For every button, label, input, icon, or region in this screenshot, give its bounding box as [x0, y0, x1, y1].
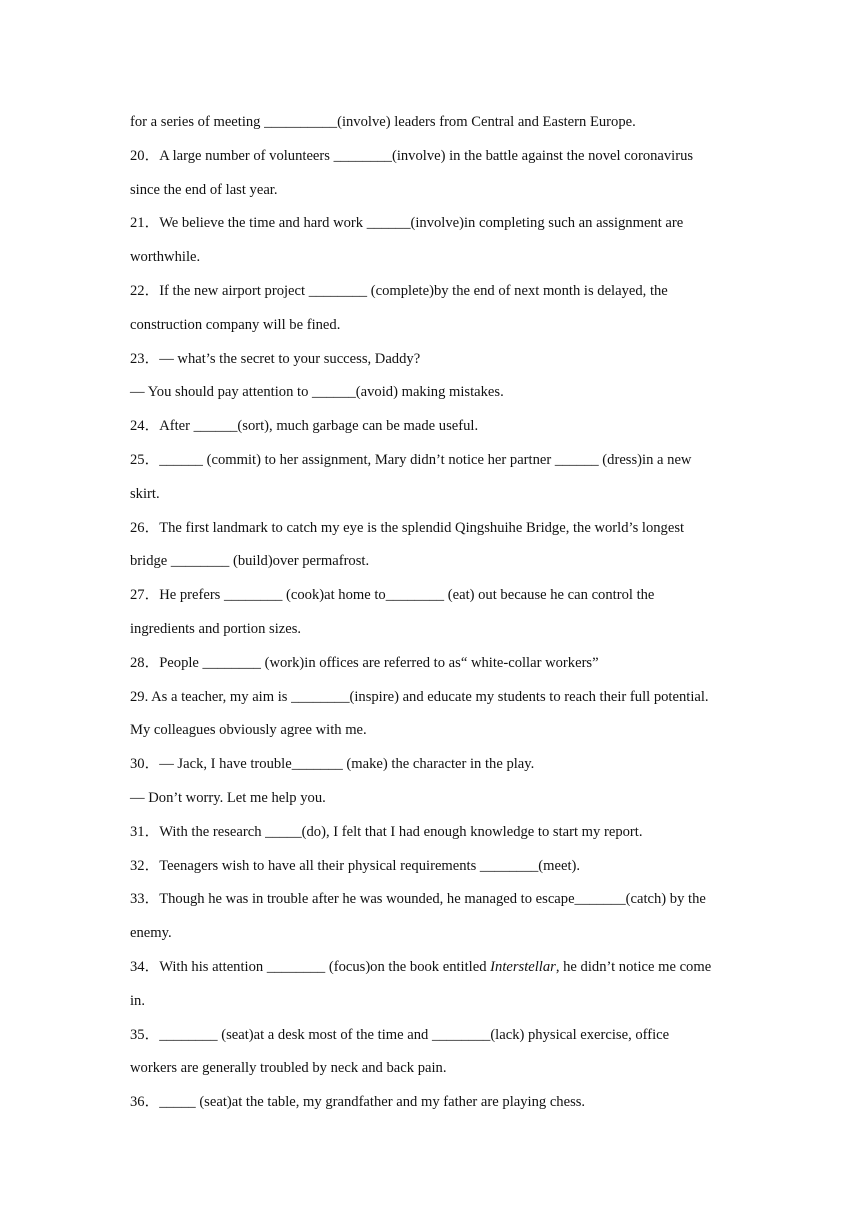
text-segment: , he didn’t notice me come — [555, 958, 712, 975]
question-27-line: 27．He prefers ________ (cook)at home to________ (eat) out because he can control the — [130, 587, 655, 604]
book-title: Interstellar — [490, 958, 556, 975]
question-36-line: 36．_____ (seat)at the table, my grandfather and my father are playing chess. — [130, 1094, 586, 1111]
question-25-line: 25．______ (commit) to her assignment, Mary didn’t notice her partner ______ (dress)in a new — [130, 451, 692, 468]
text-segment: 34．With his attention ________ (focus)on the book entitled — [130, 958, 491, 975]
text-line: skirt. — [130, 485, 160, 502]
exercise-text — [130, 106, 740, 1120]
question-31-line: 31．With the research _____(do), I felt that I had enough knowledge to start my report. — [130, 823, 643, 840]
question-23-line: 23．— what’s the secret to your success, Daddy? — [130, 350, 421, 367]
question-35-line: 35．________ (seat)at a desk most of the time and ________(lack) physical exercise, office — [130, 1026, 670, 1043]
question-30-line: 30．— Jack, I have trouble_______ (make) the character in the play. — [130, 756, 535, 773]
question-21-line: 21．We believe the time and hard work ______(involve)in completing such an assignment are — [130, 215, 684, 232]
question-28-line: 28．People ________ (work)in offices are referred to as“ white-collar workers” — [130, 654, 599, 671]
question-22-line: 22．If the new airport project ________ (complete)by the end of next month is delayed, the — [130, 282, 668, 299]
text-line: worthwhile. — [130, 249, 201, 266]
text-line: ingredients and portion sizes. — [130, 620, 302, 637]
text-line: construction company will be fined. — [130, 316, 341, 333]
text-line: workers are generally troubled by neck and back pain. — [130, 1060, 447, 1077]
text-line: bridge ________ (build)over permafrost. — [130, 553, 370, 570]
question-20-line: 20．A large number of volunteers ________(involve) in the battle against the novel coronavirus — [130, 147, 694, 164]
question-34-line — [130, 951, 740, 985]
text-line: — You should pay attention to ______(avoid) making mistakes. — [130, 384, 504, 401]
question-32-line: 32．Teenagers wish to have all their physical requirements ________(meet). — [130, 857, 581, 874]
text-line: in. — [130, 992, 145, 1009]
text-line: My colleagues obviously agree with me. — [130, 722, 367, 739]
text-line: since the end of last year. — [130, 181, 278, 198]
text-line: enemy. — [130, 925, 172, 942]
text-line: for a series of meeting __________(involve) leaders from Central and Eastern Europe. — [130, 114, 636, 130]
question-29-line: 29. As a teacher, my aim is ________(inspire) and educate my students to reach their full potential. — [130, 688, 709, 705]
question-26-line: 26．The first landmark to catch my eye is the splendid Qingshuihe Bridge, the world’s longest — [130, 519, 685, 536]
question-24-line: 24．After ______(sort), much garbage can be made useful. — [130, 418, 479, 435]
text-line: — Don’t worry. Let me help you. — [130, 789, 326, 806]
question-33-line: 33．Though he was in trouble after he was wounded, he managed to escape_______(catch) by the — [130, 891, 706, 908]
